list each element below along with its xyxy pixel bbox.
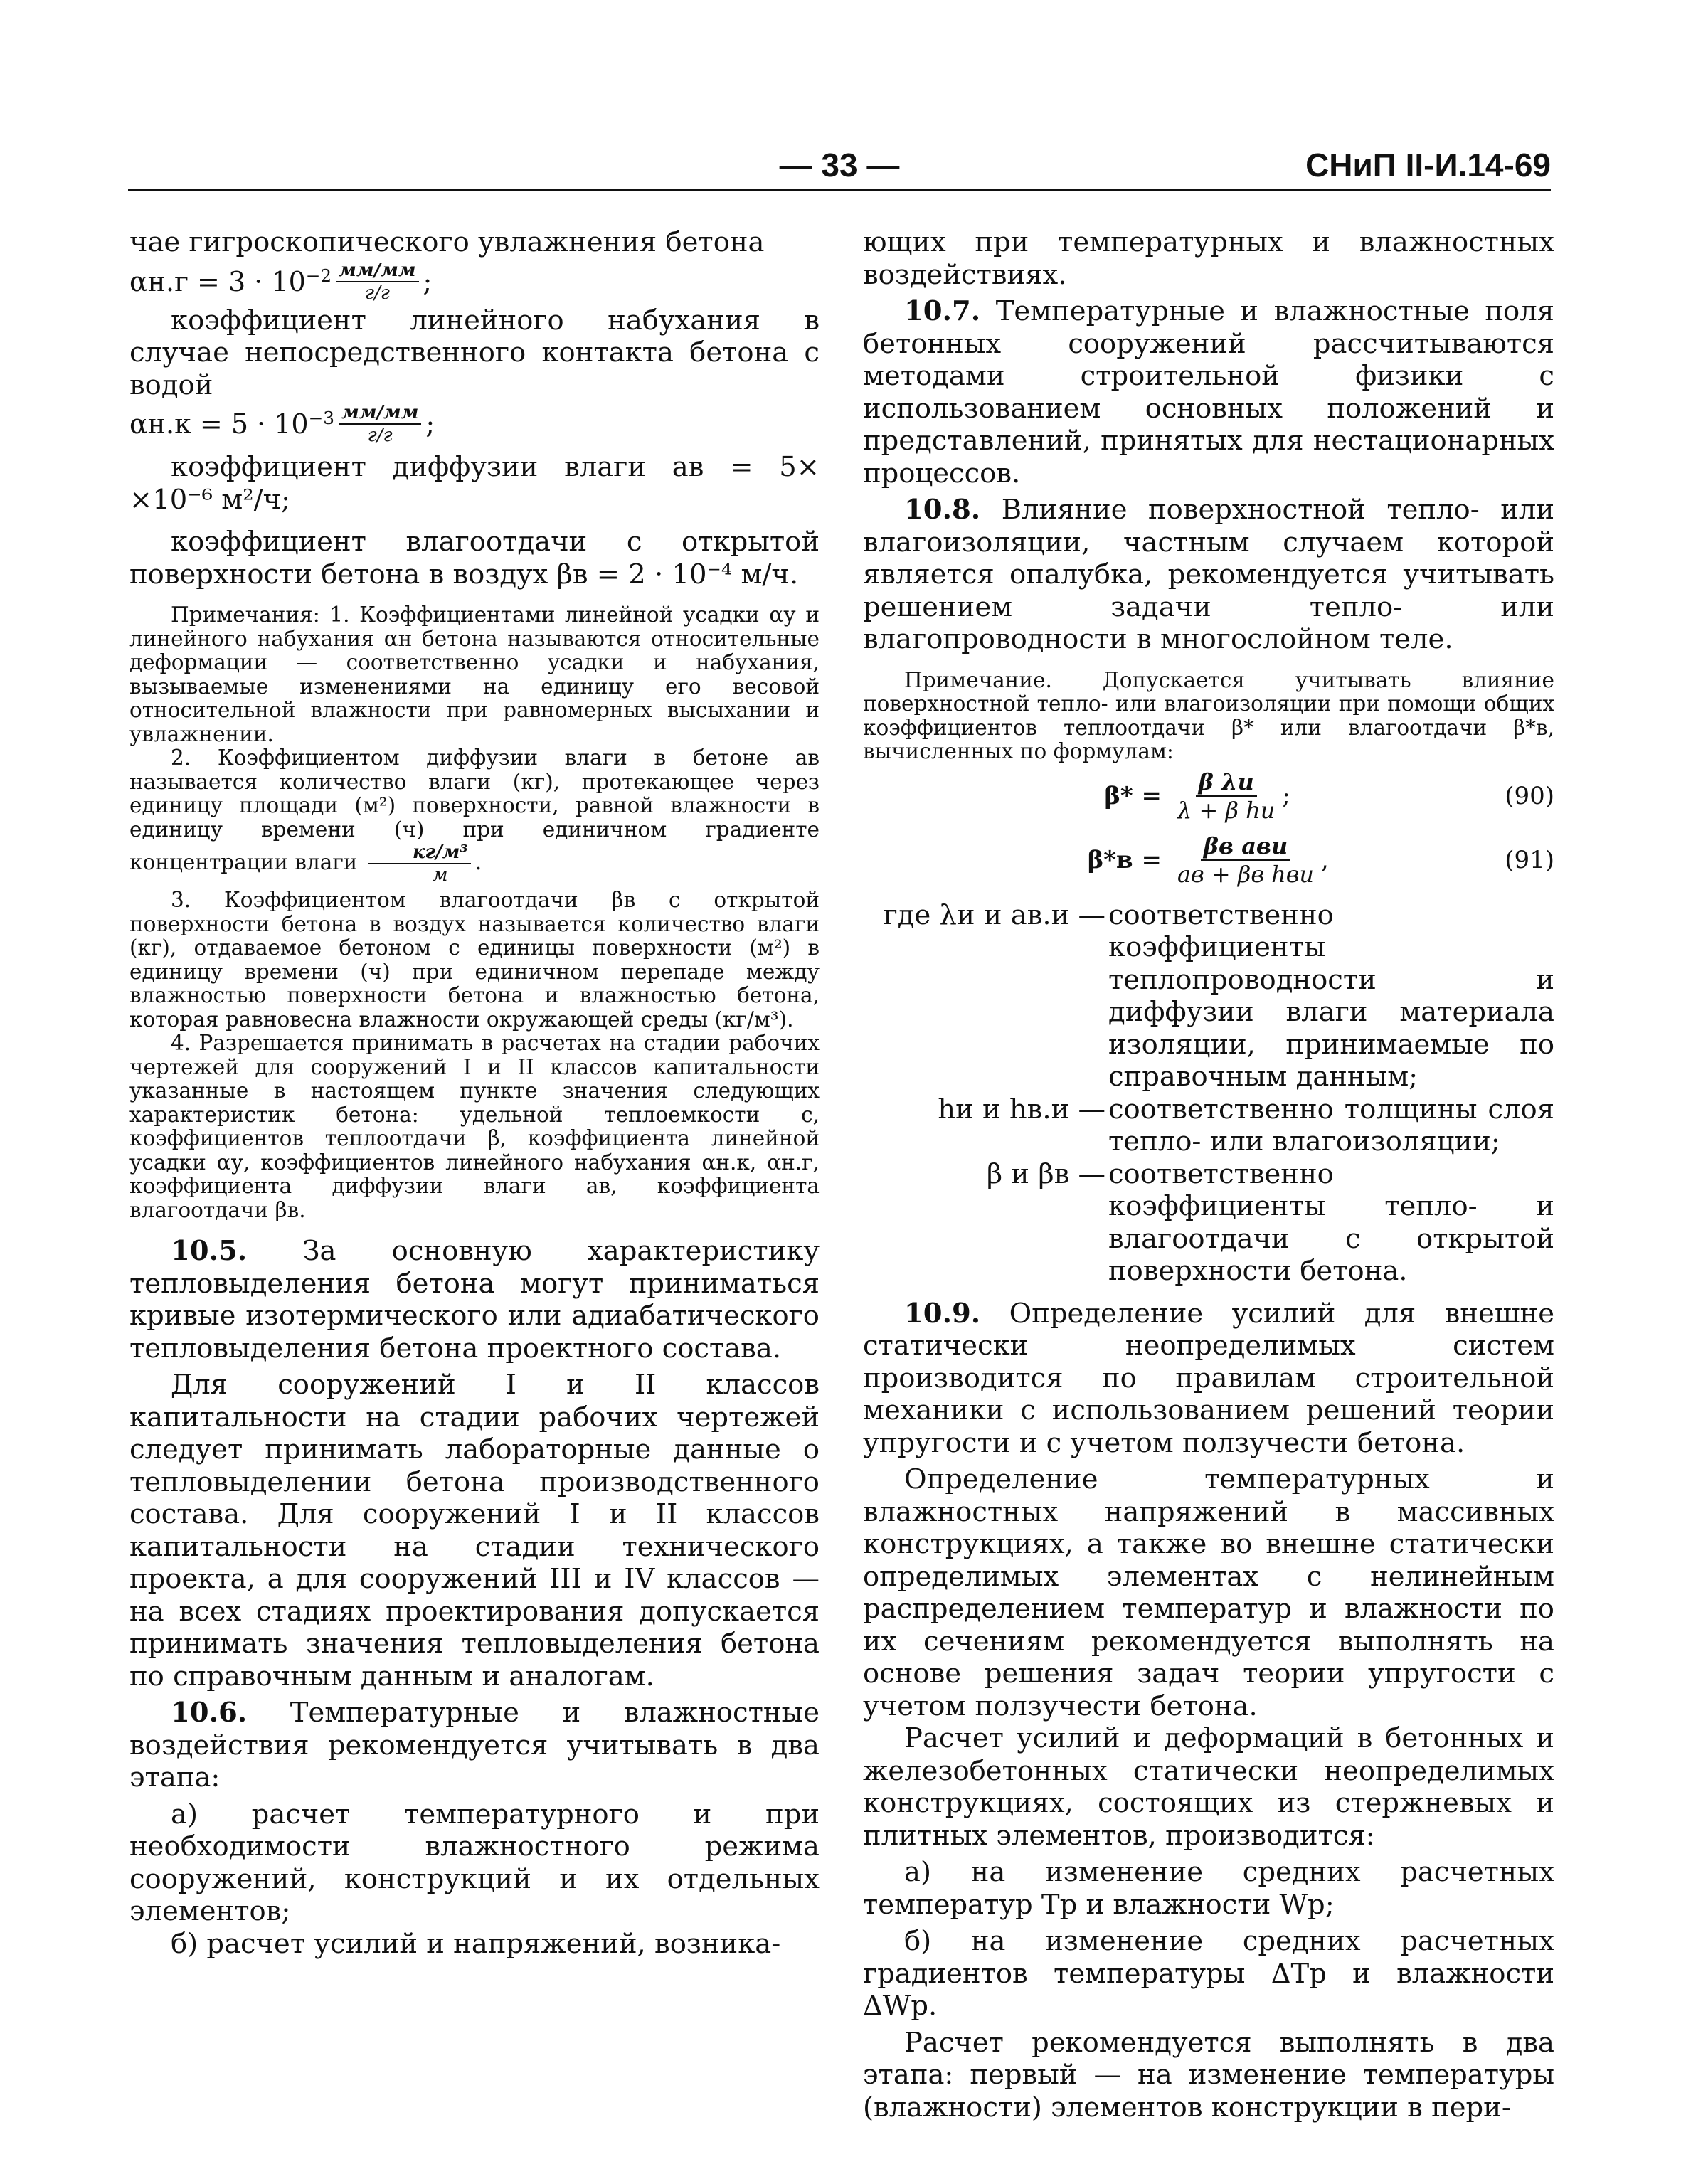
section-10-6: 10.6. Температурные и влажностные воздействия рекомендуется учитывать в два этапа:	[129, 1697, 820, 1793]
formula-alpha-ng: αн.г = 3 · 10 $^{-2}$ $\frac{мм/мм}{г/г}$ ;	[129, 259, 433, 304]
document-code: СНиП II-И.14-69	[1305, 147, 1551, 184]
paragraph: коэффициент линейного набухания в случае непосредственного контакта бетона с водой	[129, 304, 820, 401]
where-definitions	[863, 899, 1554, 1288]
paragraph: б) на изменение средних расчетных градиентов температуры ΔTр и влажности ΔWр.	[863, 1925, 1554, 2022]
paragraph: коэффициент диффузии влаги aв = 5× ×10⁻⁶ м²/ч;	[129, 451, 820, 516]
left-column	[129, 226, 820, 1960]
where-term: hи и hв.и —	[938, 1093, 1105, 1125]
fraction: $\frac{\text{βв aви}}{\text{aв + βв hви}}$	[1177, 832, 1314, 888]
equation-number: (91)	[1505, 845, 1554, 874]
note-4: 4. Разрешается принимать в расчетах на стадии рабочих чертежей для сооружений I и II классов капитальности указанные в настоящем пункте значения следующих характеристик бетона: удельной теплоемкости c, коэффициентов теплоотдачи β, коэффициента линейной усадки αу, коэффициентов линейного набухания αн.к, αн.г, коэффициента диффузии влаги aв, коэффициента влагоотдачи βв.	[129, 1031, 820, 1222]
fraction: $\frac{мм/мм}{г/г}$	[336, 260, 418, 304]
note-1: Примечания: 1. Коэффициентами линейной усадки αу и линейного набухания αн бетона называются относительные деформации — соответственно усадки и набухания, вызываемые изменениями на единицу его весовой относительной влажности при равномерных высыхании и увлажнении.	[129, 603, 820, 746]
note: Примечание. Допускается учитывать влияние поверхностной тепло- или влагоизоляции при помощи общих коэффициентов теплоотдачи β* или влагоотдачи β*в, вычисленных по формулам:	[863, 667, 1554, 763]
equation-90: β* = $\frac{\text{β λи}}{\text{λ + β hи}}$ ; (90)	[1104, 768, 1554, 824]
paragraph: Расчет рекомендуется выполнять в два этапа: первый — на изменение температуры (влажности) элементов конструкции в пери-	[863, 2026, 1554, 2124]
fraction: $\frac{\text{кг/м³}}{м}$	[368, 842, 471, 886]
paragraph: Расчет усилий и деформаций в бетонных и железобетонных статически неопределимых конструкциях, состоящих из стержневых и плитных элементов, производится:	[863, 1722, 1554, 1852]
where-desc: соответственно коэффициенты тепло- и влагоотдачи с открытой поверхности бетона.	[1108, 1157, 1554, 1287]
paragraph: ющих при температурных и влажностных воздействиях.	[863, 226, 1554, 291]
formula-alpha-nk: αн.к = 5 · 10 $^{-3}$ $\frac{мм/мм}{г/г}$ ;	[129, 402, 435, 446]
equation-number: (90)	[1505, 781, 1554, 810]
note-2: 2. Коэффициентом диффузии влаги в бетоне aв называется количество влаги (кг), протекающее через единицу площади (м²) поверхности, равной влажности в единицу времени (ч) при единичном градиенте концентрации влаги $\frac{\text{кг/м³}}{м}$ .	[129, 746, 820, 886]
equation-91: β*в = $\frac{\text{βв aви}}{\text{aв + βв hви}}$ , (91)	[1087, 832, 1554, 888]
where-term: где λи и aв.и —	[883, 898, 1105, 931]
paragraph: чае гигроскопического увлажнения бетона	[129, 226, 765, 258]
section-10-5: 10.5. За основную характеристику тепловыделения бетона могут приниматься кривые изотермического или адиабатического тепловыделения бетона проектного состава.	[129, 1235, 820, 1364]
paragraph: коэффициент влагоотдачи с открытой поверхности бетона в воздух βв = 2 · 10⁻⁴ м/ч.	[129, 526, 820, 590]
fraction: $\frac{\text{β λи}}{\text{λ + β hи}}$	[1177, 768, 1276, 824]
right-column	[863, 226, 1554, 2124]
page-number: — 33 —	[779, 147, 900, 184]
paragraph: а) на изменение средних расчетных температур Tр и влажности Wр;	[863, 1856, 1554, 1921]
section-10-8: 10.8. Влияние поверхностной тепло- или влагоизоляции, частным случаем которой является опалубка, рекомендуется учитывать решением задачи тепло- или влагопроводности в многослойном теле.	[863, 494, 1554, 655]
page-header	[128, 146, 1551, 191]
note-3: 3. Коэффициентом влагоотдачи βв с открытой поверхности бетона в воздух называется количество влаги (кг), отдаваемое бетоном с единицы поверхности (м²) в единицу времени (ч) при единичном перепаде между влажностью поверхности бетона и влажностью бетона, которая равновесна влажности окружающей среды (кг/м³).	[129, 888, 820, 1032]
fraction: $\frac{мм/мм}{г/г}$	[339, 402, 421, 446]
paragraph: а) расчет температурного и при необходимости влажностного режима сооружений, конструкций и их отдельных элементов;	[129, 1798, 820, 1927]
paragraph: б) расчет усилий и напряжений, возника-	[171, 1927, 781, 1960]
where-desc: соответственно толщины слоя тепло- или влагоизоляции;	[1108, 1093, 1554, 1157]
paragraph: Определение температурных и влажностных напряжений в массивных конструкциях, а также во внешне статически определимых элементах с нелинейным распределением температур и влажности по их сечениям рекомендуется выполнять на основе решения задач теории упругости с учетом ползучести бетона.	[863, 1463, 1554, 1722]
where-term: β и βв —	[986, 1157, 1105, 1190]
paragraph: Для сооружений I и II классов капитальности на стадии рабочих чертежей следует принимать лабораторные данные о тепловыделении бетона производственного состава. Для сооружений I и II классов капитальности на стадии технического проекта, а для сооружений III и IV классов — на всех стадиях проектирования допускается принимать значения тепловыделения бетона по справочным данным и аналогам.	[129, 1369, 820, 1692]
section-10-9: 10.9. Определение усилий для внешне статически неопределимых систем производится по правилам строительной механики с использованием решений теории упругости и с учетом ползучести бетона.	[863, 1297, 1554, 1459]
where-desc: соответственно коэффициенты теплопроводности и диффузии влаги материала изоляции, принимаемые по справочным данным;	[1108, 898, 1554, 1093]
section-10-7: 10.7. Температурные и влажностные поля бетонных сооружений рассчитываются методами строительной физики с использованием основных положений и представлений, принятых для нестационарных процессов.	[863, 295, 1554, 489]
